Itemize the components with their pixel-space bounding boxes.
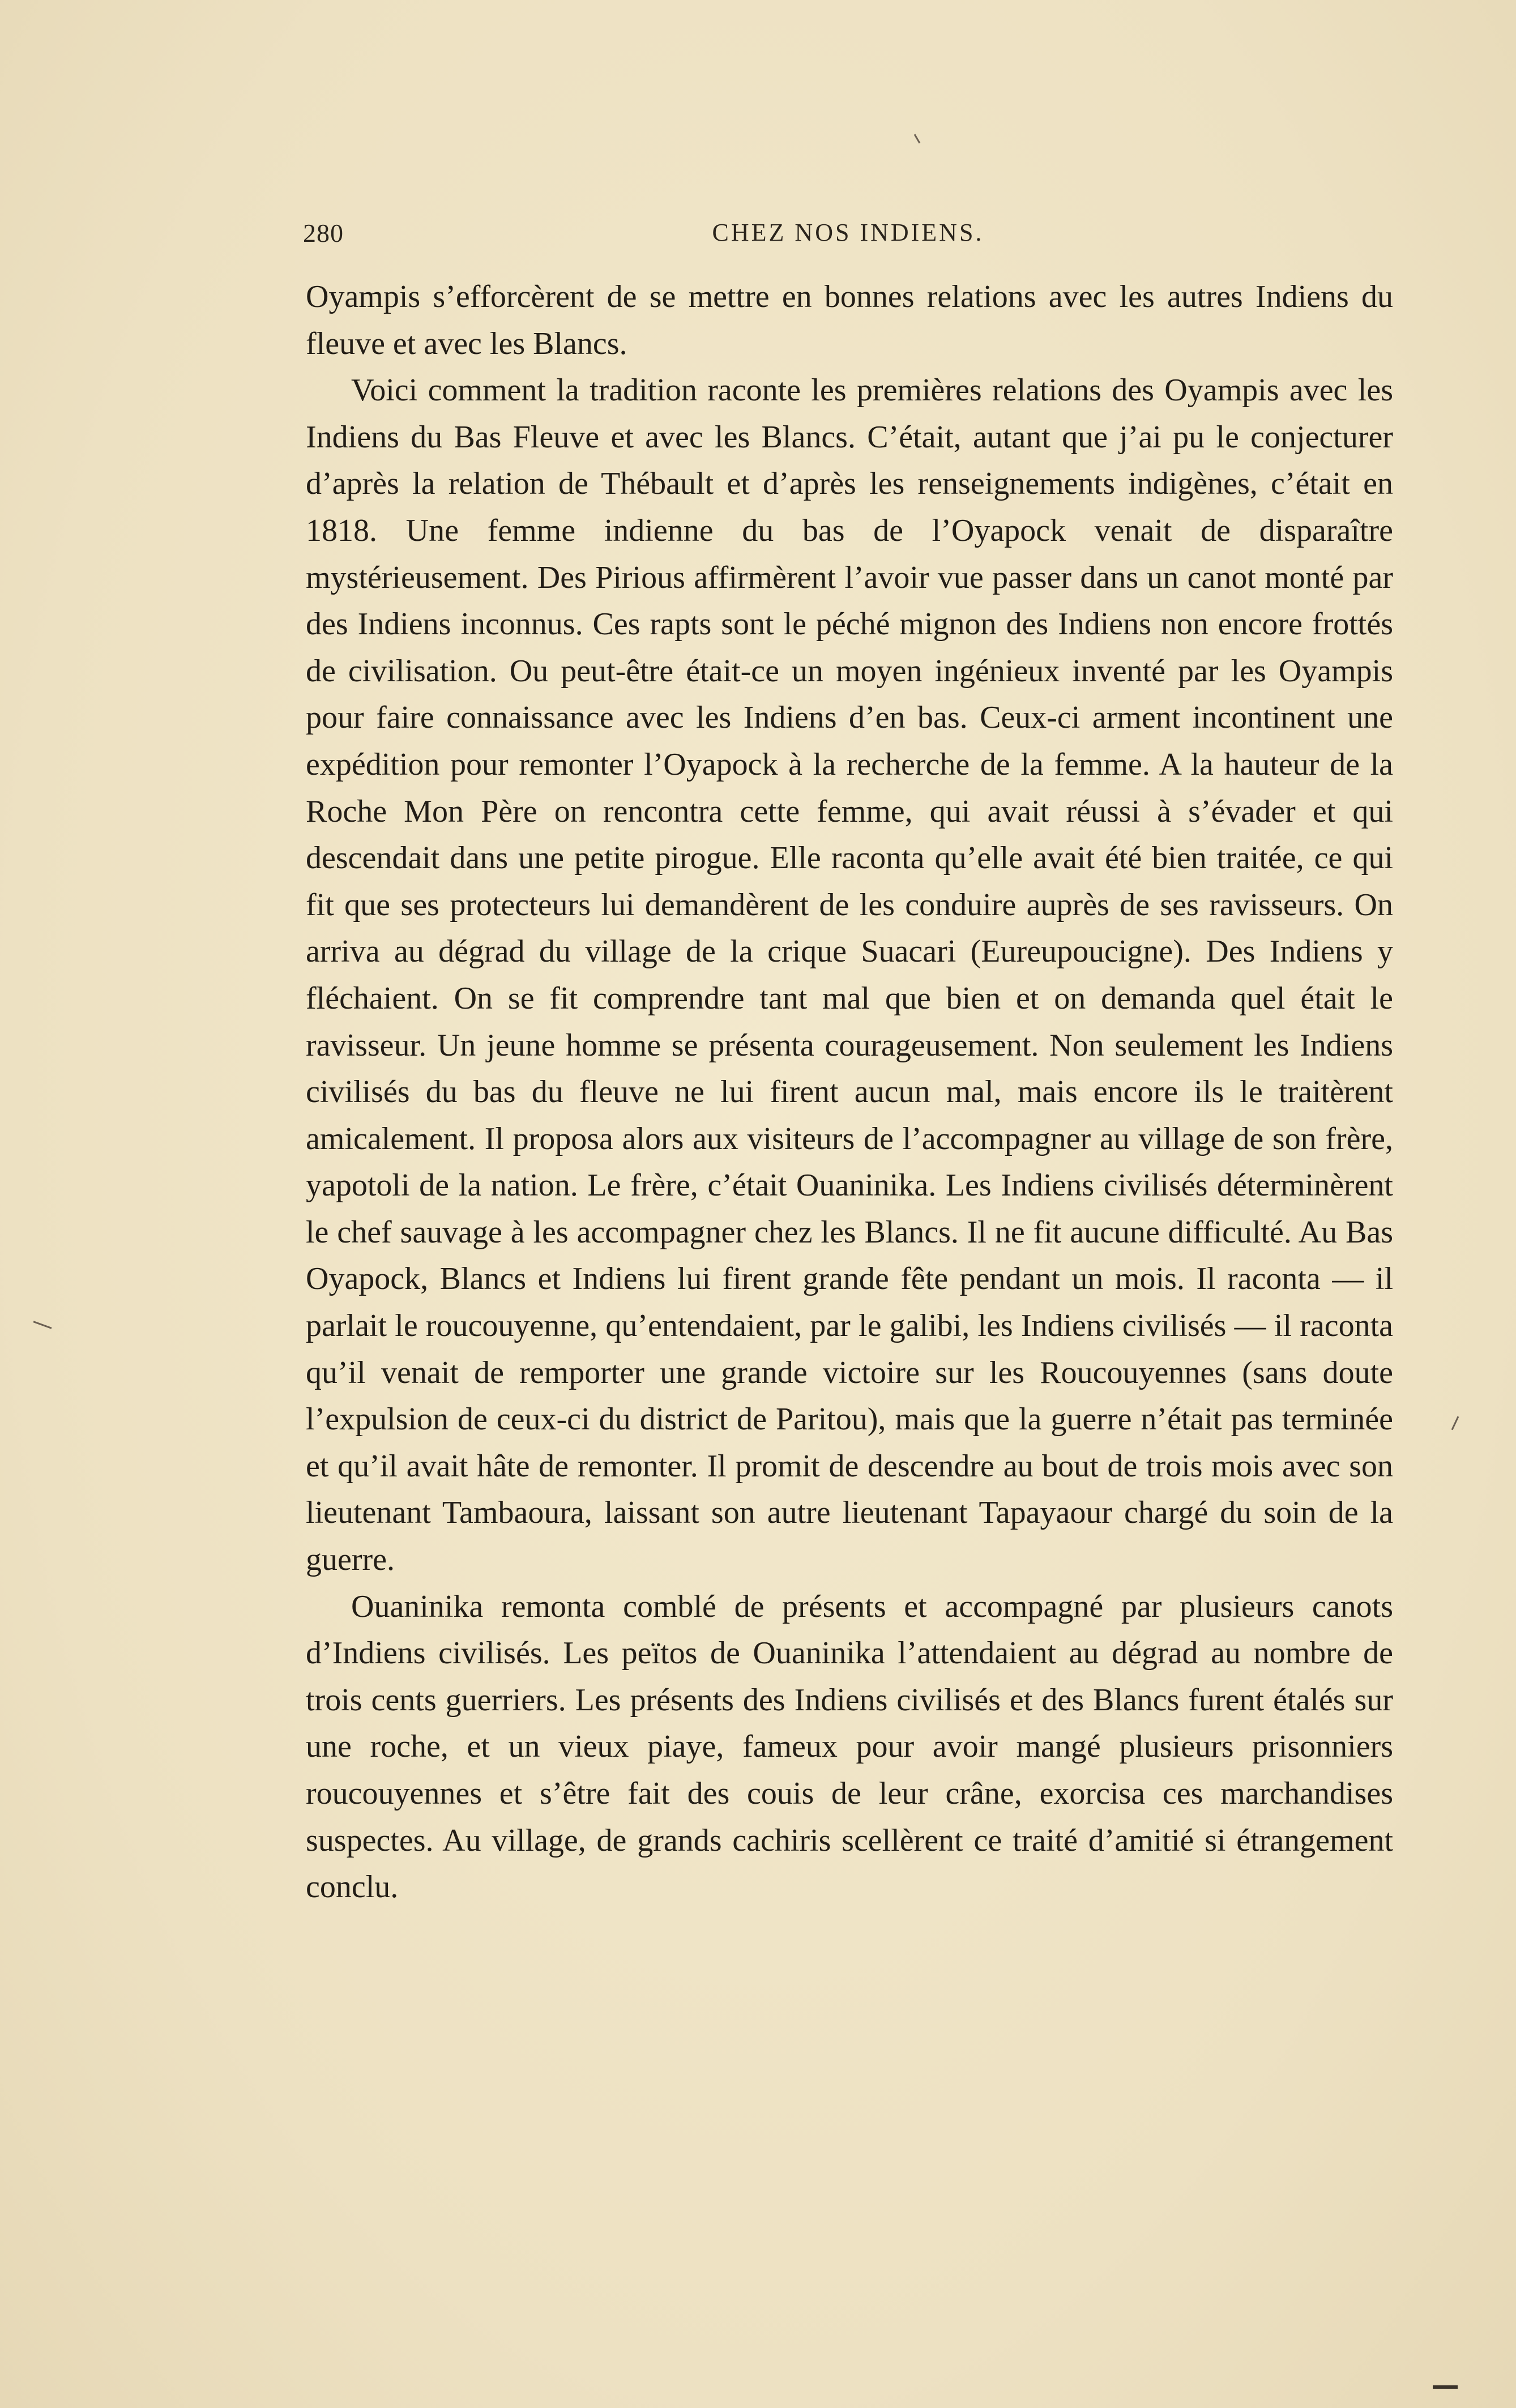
- paragraph: Voici comment la tradition raconte les premières relations des Oyampis avec les Indiens du Bas Fleuve et avec les Blancs. C’était, autant que j’ai pu le conjecturer d’après la relation de Thébault et d’après les renseignements indigènes, c’était en 1818. Une femme indienne du bas de l’Oyapock venait de disparaître mystérieusement. Des Pirious affirmèrent l’avoir vue passer dans un canot monté par des Indiens inconnus. Ces rapts sont le péché mignon des Indiens non encore frottés de civilisation. Ou peut-être était-ce un moyen ingénieux inventé par les Oyampis pour faire connaissance avec les Indiens d’en bas. Ceux-ci arment incontinent une expédition pour remonter l’Oyapock à la recherche de la femme. A la hauteur de la Roche Mon Père on rencontra cette femme, qui avait réussi à s’évader et qui descendait dans une petite pirogue. Elle raconta qu’elle avait été bien traitée, ce qui fit que ses protecteurs lui demandèrent de les conduire auprès de ses ravisseurs. On arriva au dégrad du village de la crique Suacari (Eureupoucigne). Des Indiens y fléchaient. On se fit comprendre tant mal que bien et on demanda quel était le ravisseur. Un jeune homme se présenta courageusement. Non seulement les Indiens civilisés du bas du fleuve ne lui firent aucun mal, mais encore ils le traitèrent amicalement. Il proposa alors aux visiteurs de l’accompagner au village de son frère, yapotoli de la nation. Le frère, c’était Ouaninika. Les Indiens civilisés déterminèrent le chef sauvage à les accompagner chez les Blancs. Il ne fit aucune difficulté. Au Bas Oyapock, Blancs et Indiens lui firent grande fête pendant un mois. Il raconta — il parlait le roucouyenne, qu’entendaient, par le galibi, les Indiens civilisés — il raconta qu’il venait de remporter une grande victoire sur les Roucouyennes (sans doute l’expulsion de ceux-ci du district de Paritou), mais que la guerre n’était pas terminée et qu’il avait hâte de remonter. Il promit de descendre au bout de trois mois avec son lieutenant Tambaoura, laissant son autre lieutenant Tapayaour chargé du soin de la guerre.: [306, 373, 1393, 1578]
- paragraph: Ouaninika remonta comblé de présents et accompagné par plusieurs canots d’Indiens civilisés. Les peïtos de Ouaninika l’attendaient au dégrad au nombre de trois cents guerriers. Les présents des Indiens civilisés et des Blancs furent étalés sur une roche, et un vieux piaye, fameux pour avoir mangé plusieurs prisonniers roucouyennes et s’être fait des couis de leur crâne, exorcisa ces marchandises suspectes. Au village, de grands cachiris scellèrent ce traité d’amitié si étrangement conclu.: [306, 1589, 1393, 1905]
- page-header: [303, 218, 1393, 258]
- scan-speck: [33, 1321, 52, 1329]
- running-head: CHEZ NOS INDIENS.: [712, 219, 984, 246]
- page-number: 280: [303, 219, 344, 247]
- scan-speck: [914, 134, 921, 143]
- scan-speck: [1433, 2385, 1458, 2389]
- scan-speck: [1451, 1416, 1459, 1431]
- body-text: [306, 274, 1393, 1911]
- paragraph-continuation: Oyampis s’efforcèrent de se mettre en bonnes relations avec les autres Indiens du fleuve et avec les Blancs.: [306, 279, 1393, 361]
